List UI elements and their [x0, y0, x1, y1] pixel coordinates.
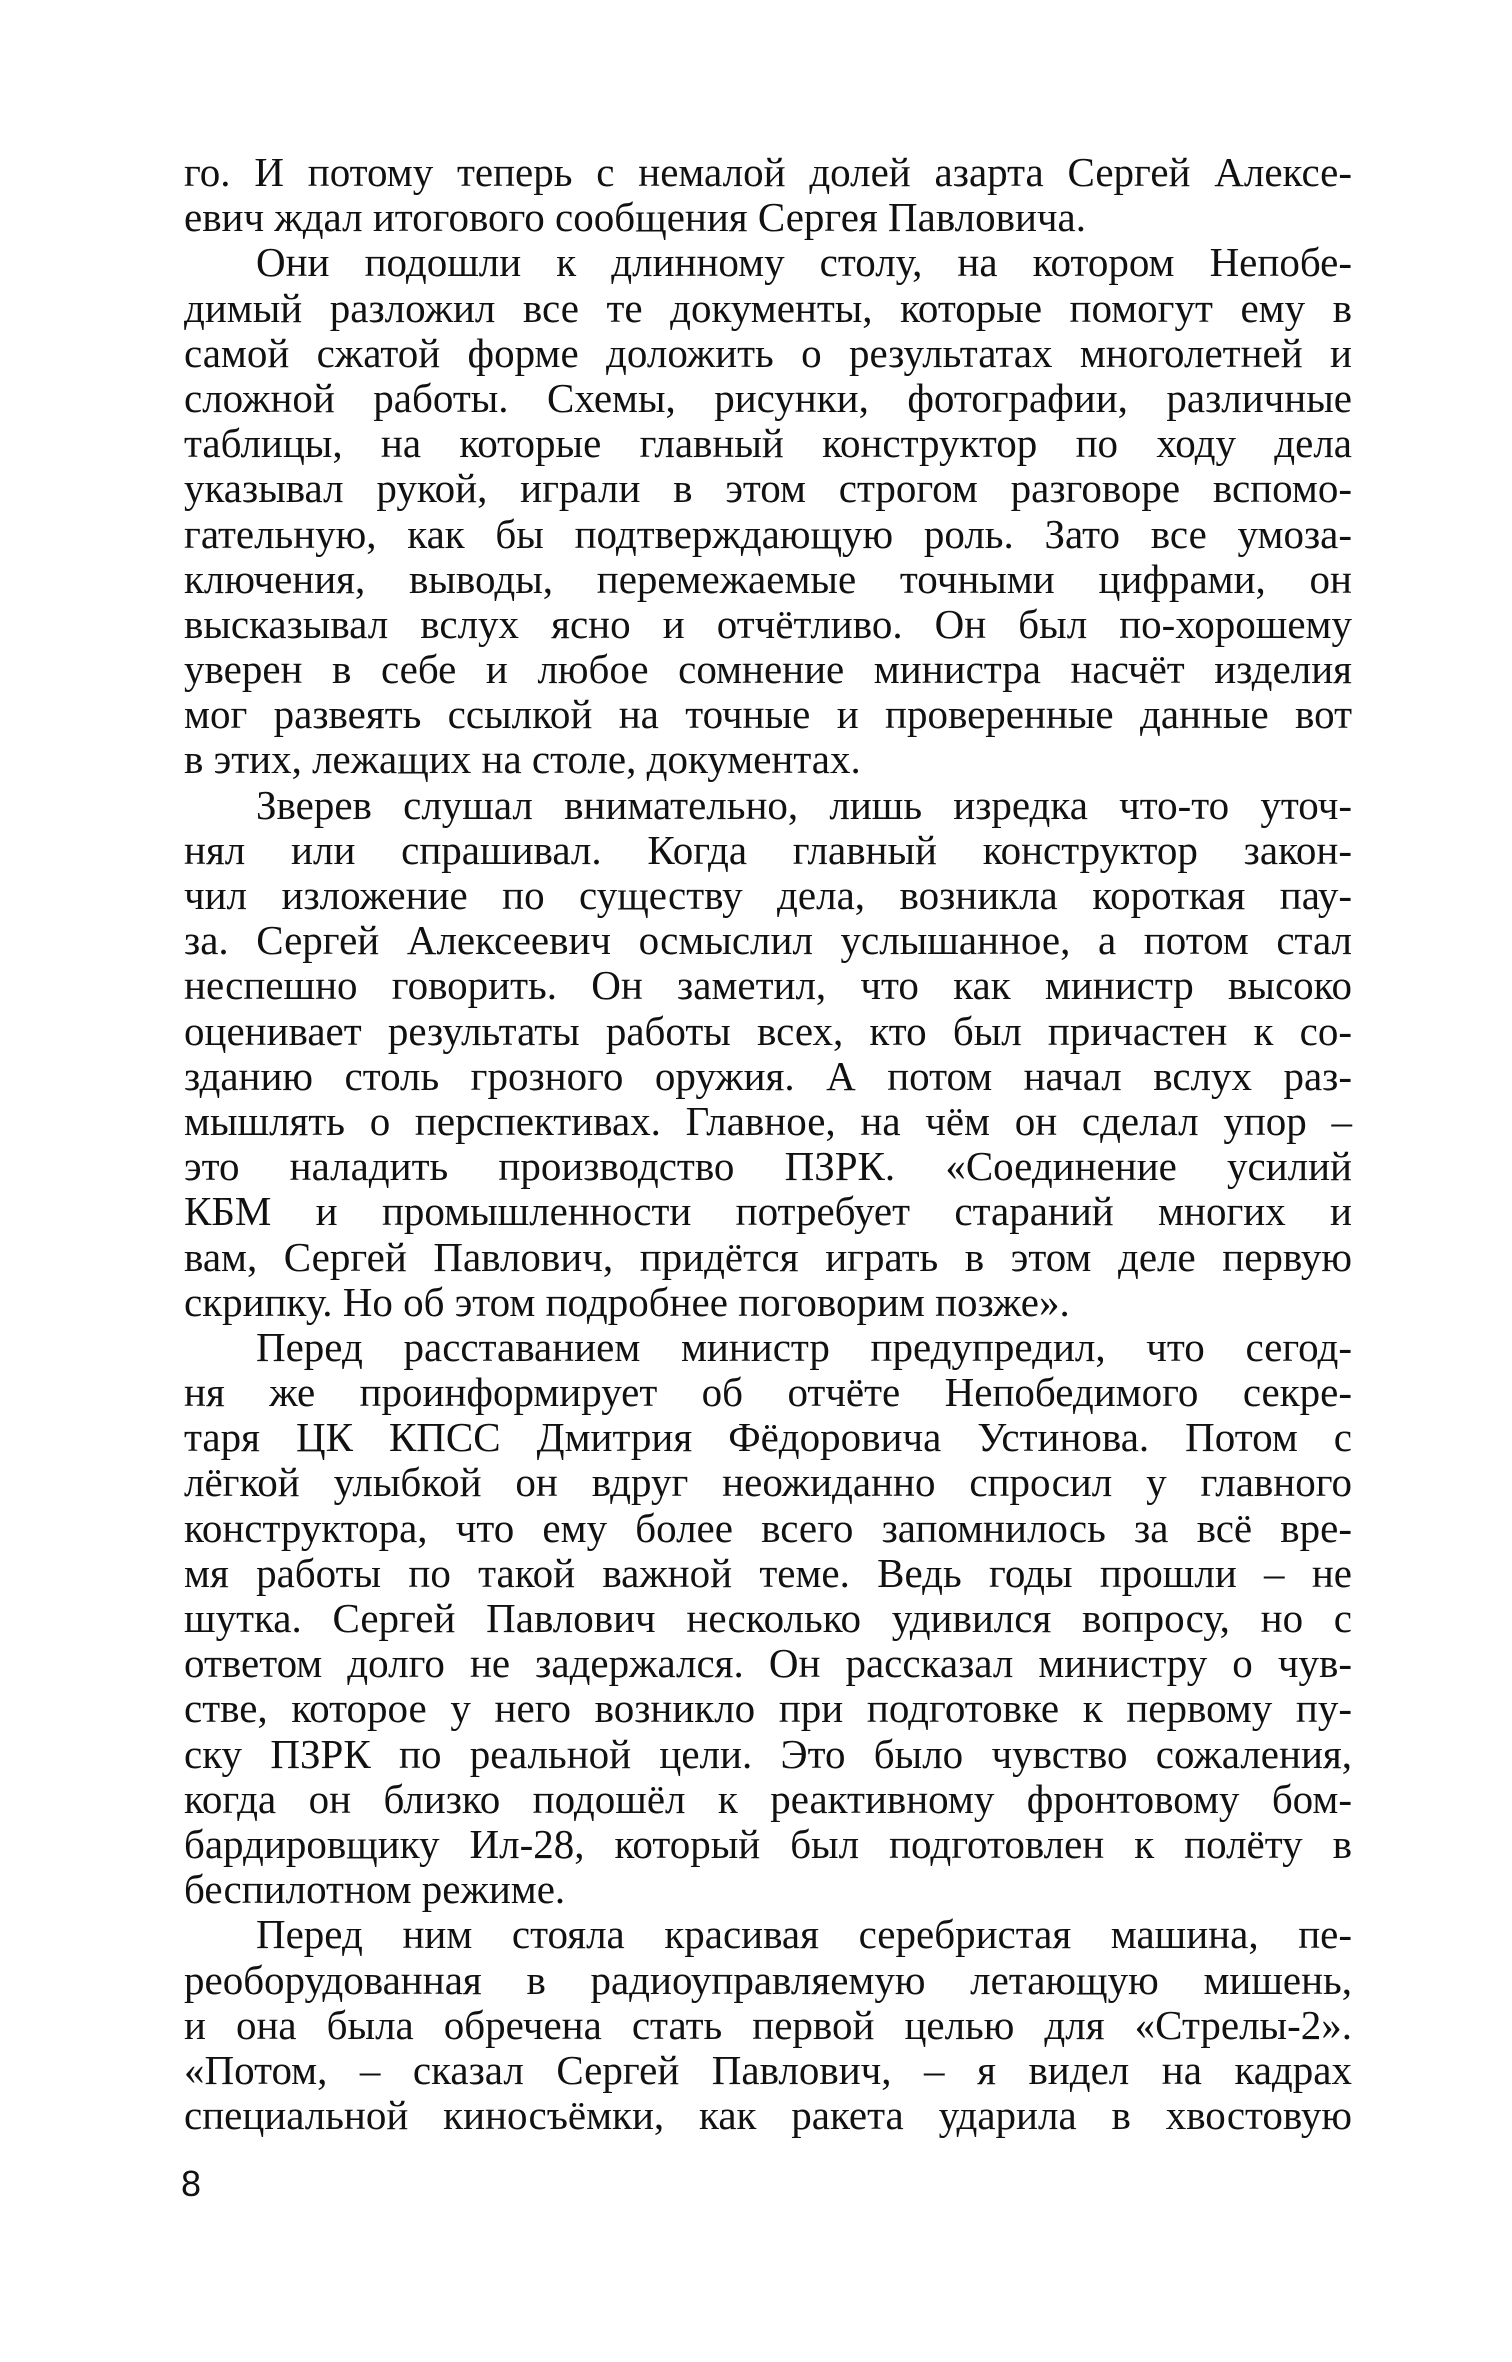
text-line: таблицы, на которые главный конструктор по ходу дела [184, 420, 1352, 467]
paragraph-3 [184, 783, 1352, 1325]
text-line: ответом долго не задержался. Он рассказал министру о чув- [184, 1640, 1352, 1687]
text-line: ключения, выводы, перемежаемые точными цифрами, он [184, 555, 1352, 602]
text-line: димый разложил все те документы, которые помогут ему в [184, 284, 1352, 331]
text-line: вам, Сергей Павлович, придётся играть в этом деле первую [184, 1233, 1352, 1280]
text-line: Перед ним стояла красивая серебристая машина, пе- [256, 1911, 1352, 1958]
text-line: бардировщику Ил-28, который был подготовлен к полёту в [184, 1820, 1352, 1867]
text-line: уверен в себе и любое сомнение министра насчёт изделия [184, 646, 1352, 693]
page-number: 8 [181, 2163, 202, 2204]
paragraph-4 [184, 1325, 1352, 1912]
text-line: гательную, как бы подтверждающую роль. Зато все умоза- [184, 510, 1352, 557]
paragraph-2 [184, 240, 1352, 782]
text-line: евич ждал итогового сообщения Сергея Павловича. [184, 194, 1086, 241]
text-line: стве, которое у него возникло при подготовке к первому пу- [184, 1685, 1352, 1732]
text-line: Зверев слушал внимательно, лишь изредка что-то уточ- [256, 781, 1352, 828]
text-line: нял или спрашивал. Когда главный конструктор закон- [184, 826, 1352, 873]
text-line: Они подошли к длинному столу, на котором Непобе- [256, 239, 1352, 286]
text-line: когда он близко подошёл к реактивному фронтовому бом- [184, 1775, 1352, 1822]
text-line: «Потом, – сказал Сергей Павлович, – я видел на кадрах [184, 2046, 1352, 2093]
text-line: специальной киносъёмки, как ракета ударила в хвостовую [184, 2092, 1352, 2139]
text-line: и она была обречена стать первой целью для «Стрелы-2». [184, 2001, 1352, 2048]
text-line: это наладить производство ПЗРК. «Соединение усилий [184, 1143, 1352, 1190]
text-line: сложной работы. Схемы, рисунки, фотографии, различные [184, 374, 1352, 421]
page-body-text [184, 150, 1352, 2138]
text-line: таря ЦК КПСС Дмитрия Фёдоровича Устинова. Потом с [184, 1414, 1352, 1461]
text-line: беспилотном режиме. [184, 1866, 566, 1913]
text-line: чил изложение по существу дела, возникла короткая пау- [184, 872, 1352, 918]
text-line: ня же проинформирует об отчёте Непобедимого секре- [184, 1369, 1352, 1416]
text-line: мог развеять ссылкой на точные и проверенные данные вот [184, 691, 1352, 738]
text-line: КБМ и промышленности потребует стараний многих и [184, 1188, 1352, 1235]
text-line: мышлять о перспективах. Главное, на чём он сделал упор – [184, 1097, 1352, 1144]
text-line: Перед расставанием министр предупредил, что сегод- [256, 1323, 1352, 1370]
text-line: неспешно говорить. Он заметил, что как министр высоко [184, 962, 1352, 1009]
text-line: ску ПЗРК по реальной цели. Это было чувство сожаления, [184, 1730, 1352, 1777]
text-line: оценивает результаты работы всех, кто был причастен к со- [184, 1007, 1352, 1054]
text-line: в этих, лежащих на столе, документах. [184, 736, 861, 783]
text-line: го. И потому теперь с немалой долей азарта Сергей Алексе- [184, 149, 1352, 195]
text-line: указывал рукой, играли в этом строгом разговоре вспомо- [184, 465, 1352, 512]
text-line: скрипку. Но об этом подробнее поговорим позже». [184, 1278, 1070, 1325]
paragraph-5 [184, 1912, 1352, 2138]
text-line: высказывал вслух ясно и отчётливо. Он был по-хорошему [184, 600, 1352, 647]
text-line: зданию столь грозного оружия. А потом начал вслух раз- [184, 1052, 1352, 1099]
paragraph-1 [184, 150, 1352, 240]
text-line: реоборудованная в радиоуправляемую летающую мишень, [184, 1956, 1352, 2003]
text-line: конструктора, что ему более всего запомнилось за всё вре- [184, 1504, 1352, 1551]
text-line: лёгкой улыбкой он вдруг неожиданно спросил у главного [184, 1459, 1352, 1506]
text-line: за. Сергей Алексеевич осмыслил услышанное, а потом стал [184, 917, 1352, 964]
text-line: самой сжатой форме доложить о результатах многолетней и [184, 329, 1352, 376]
text-line: шутка. Сергей Павлович несколько удивился вопросу, но с [184, 1595, 1352, 1641]
text-line: мя работы по такой важной теме. Ведь годы прошли – не [184, 1549, 1352, 1596]
